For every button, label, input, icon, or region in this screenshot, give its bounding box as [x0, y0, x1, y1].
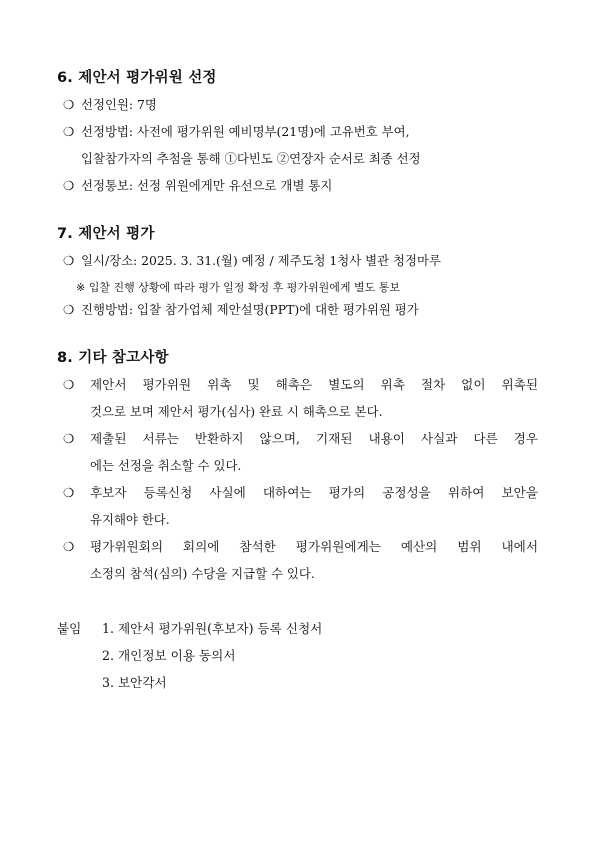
section-7-item-procedure	[63, 302, 419, 318]
section-6-item-selection-method-cont	[81, 151, 421, 167]
section-8-item-3-line-2: 유지해야 한다.	[90, 512, 170, 527]
circle-bullet-icon: ❍	[63, 485, 75, 500]
section-7-note: ※ 입찰 진행 상황에 따라 평가 일정 확정 후 평가위원에게 별도 통보	[76, 281, 400, 294]
circle-bullet-icon: ❍	[63, 539, 75, 554]
item-text: 입찰참가자의 추첨을 통해 ①다빈도 ②연장자 순서로 최종 선정	[81, 151, 421, 166]
item-text: 선정통보: 선정 위원에게만 유선으로 개별 통지	[81, 178, 333, 193]
circle-bullet-icon: ❍	[63, 178, 75, 193]
circle-bullet-icon: ❍	[63, 431, 75, 446]
section-8-item-4-line-2: 소정의 참석(심의) 수당을 지급할 수 있다.	[90, 566, 315, 581]
section-6-heading: 6. 제안서 평가위원 선정	[57, 70, 217, 86]
attachment-item-2: 2. 개인정보 이용 동의서	[102, 648, 236, 663]
circle-bullet-icon: ❍	[63, 124, 75, 139]
attachment-item-3: 3. 보안각서	[102, 675, 167, 690]
circle-bullet-icon: ❍	[63, 97, 75, 112]
circle-bullet-icon: ❍	[63, 377, 75, 392]
section-8-item-2-line-2: 에는 선정을 취소할 수 있다.	[90, 458, 242, 473]
section-6-item-notification	[63, 178, 332, 194]
section-8-item-1-line-2: 것으로 보며 제안서 평가(심사) 완료 시 해촉으로 본다.	[90, 404, 383, 419]
section-7-heading: 7. 제안서 평가	[57, 226, 155, 242]
section-7-item-schedule	[63, 253, 441, 269]
section-8-item-1-line-1: 제안서 평가위원 위촉 및 해촉은 별도의 위촉 절차 없이 위촉된	[90, 377, 538, 392]
section-8-heading: 8. 기타 참고사항	[57, 350, 169, 366]
section-8-item-4-line-1: 평가위원회의 회의에 참석한 평가위원에게는 예산의 범위 내에서	[90, 539, 538, 554]
item-text: 일시/장소: 2025. 3. 31.(월) 예정 / 제주도청 1청사 별관 청정마루	[81, 253, 441, 268]
section-6-item-selection-count	[63, 97, 157, 113]
circle-bullet-icon: ❍	[63, 253, 75, 268]
item-text: 선정인원: 7명	[81, 97, 157, 112]
section-8-item-3-line-1: 후보자 등록신청 사실에 대하여는 평가의 공정성을 위하여 보안을	[90, 485, 538, 500]
section-6-item-selection-method	[63, 124, 410, 140]
attachments-label: 붙임	[57, 621, 82, 636]
item-text: 선정방법: 사전에 평가위원 예비명부(21명)에 고유번호 부여,	[81, 124, 410, 139]
item-text: 진행방법: 입찰 참가업체 제안설명(PPT)에 대한 평가위원 평가	[81, 302, 419, 317]
attachment-item-1: 1. 제안서 평가위원(후보자) 등록 신청서	[102, 621, 323, 636]
circle-bullet-icon: ❍	[63, 302, 75, 317]
section-8-item-2-line-1: 제출된 서류는 반환하지 않으며, 기재된 내용이 사실과 다른 경우	[90, 431, 538, 446]
